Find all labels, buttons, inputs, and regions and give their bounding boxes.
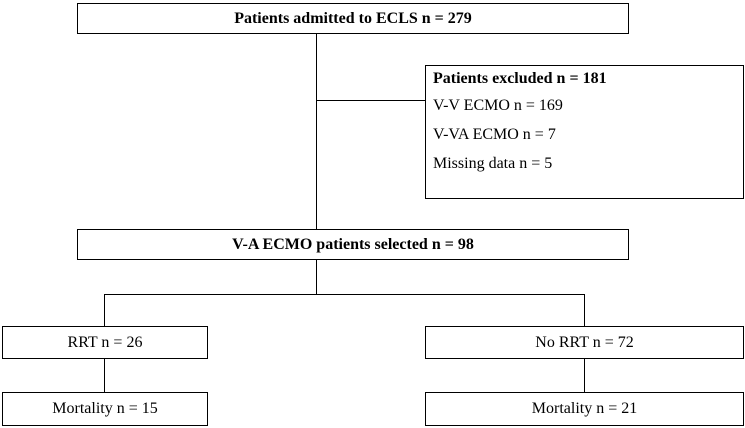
connector-to-rrt (104, 294, 105, 326)
rrt-mortality-box (2, 392, 208, 426)
rrt-box (2, 326, 208, 359)
admitted-label: Patients admitted to ECLS n = 279 (234, 9, 472, 27)
selected-box (77, 229, 629, 260)
connector-rrt-to-mortality (104, 359, 105, 392)
connector-to-excluded (316, 100, 425, 101)
connector-no-rrt-to-mortality (584, 359, 585, 392)
excluded-item-vva-ecmo: V-VA ECMO n = 7 (433, 126, 556, 143)
connector-selected-down (316, 260, 317, 294)
connector-admitted-to-selected (316, 34, 317, 229)
excluded-title: Patients excluded n = 181 (433, 70, 607, 87)
excluded-item-vv-ecmo: V-V ECMO n = 169 (433, 97, 563, 114)
selected-label: V-A ECMO patients selected n = 98 (232, 235, 474, 253)
connector-to-no-rrt (584, 294, 585, 326)
no-rrt-mortality-box (425, 392, 744, 426)
excluded-box (425, 65, 744, 199)
admitted-box (77, 3, 629, 34)
no-rrt-mortality-label: Mortality n = 21 (531, 400, 638, 417)
rrt-mortality-label: Mortality n = 15 (52, 400, 158, 417)
no-rrt-label: No RRT n = 72 (535, 333, 634, 351)
rrt-label: RRT n = 26 (67, 333, 143, 351)
excluded-item-missing-data: Missing data n = 5 (433, 155, 553, 172)
connector-split (104, 294, 584, 295)
no-rrt-box (425, 326, 744, 359)
